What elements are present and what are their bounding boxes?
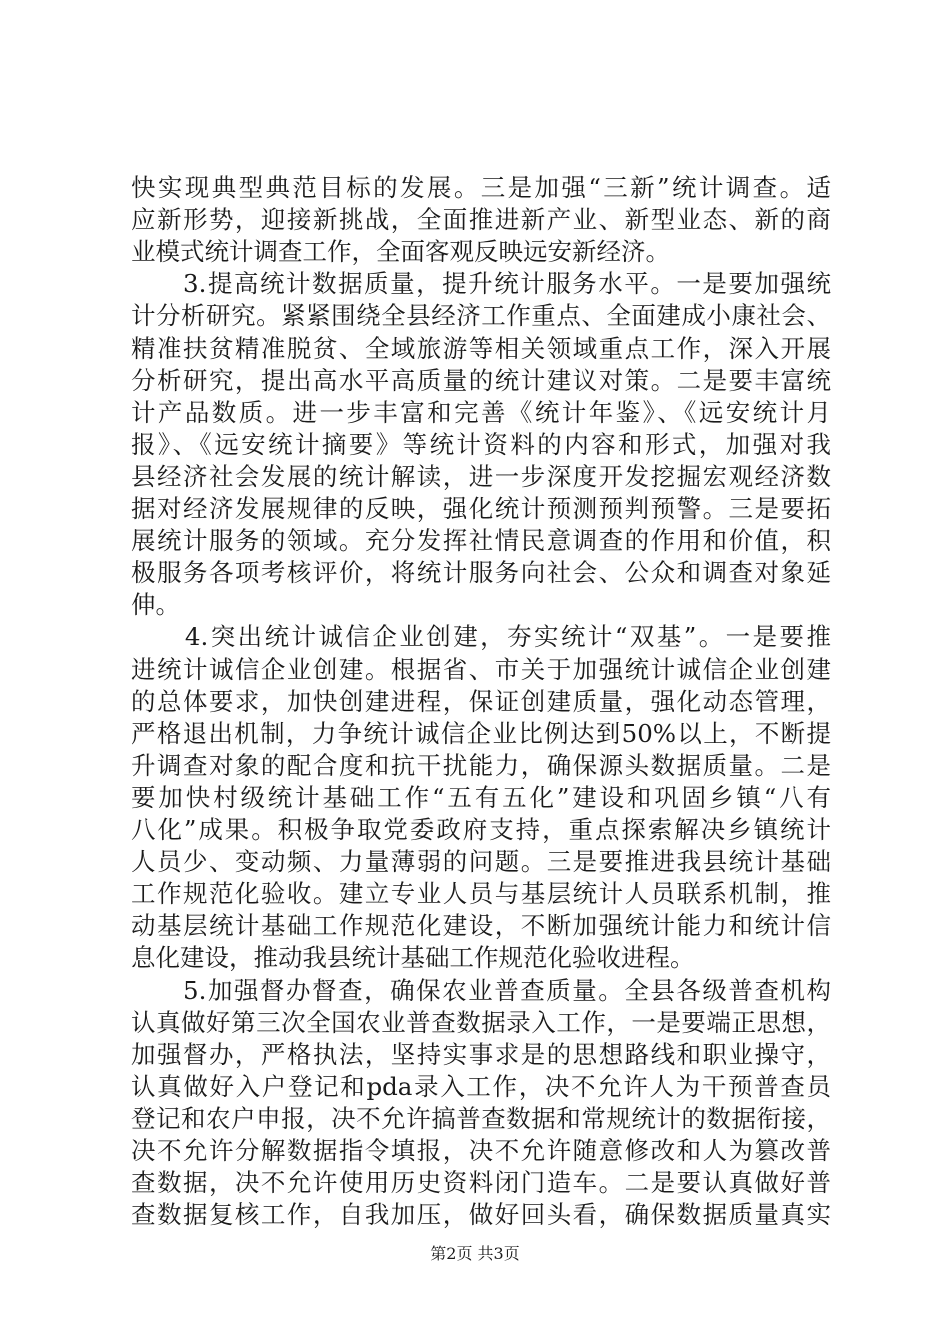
text-line: 计产品数质。进一步丰富和完善《统计年鉴》、《远安统计月 [131,397,831,427]
text-line: 进统计诚信企业创建。根据省、市关于加强统计诚信企业创建 [131,654,831,684]
text-line: 要加快村级统计基础工作“五有五化”建设和巩固乡镇“八有 [131,782,831,812]
text-line: 人员少、变动频、力量薄弱的问题。三是要推进我县统计基础 [131,847,831,877]
text-line: 计分析研究。紧紧围绕全县经济工作重点、全面建成小康社会、 [131,301,831,331]
text-line: 3.提高统计数据质量，提升统计服务水平。一是要加强统 [131,269,831,299]
text-line: 县经济社会发展的统计解读，进一步深度开发挖掘宏观经济数 [131,461,831,491]
page-footer: 第2页 共3页 [430,1244,520,1263]
text-line: 决不允许分解数据指令填报，决不允许随意修改和人为篡改普 [131,1136,831,1165]
text-line: 登记和农户申报，决不允许搞普查数据和常规统计的数据衔接， [131,1103,831,1133]
text-line: 4.突出统计诚信企业创建，夯实统计“双基”。一是要推 [131,622,831,652]
text-line: 分析研究，提出高水平高质量的统计建议对策。二是要丰富统 [131,365,831,395]
text-line: 加强督办，严格执法，坚持实事求是的思想路线和职业操守， [131,1039,831,1069]
text-line: 5.加强督办督查，确保农业普查质量。全县各级普查机构 [131,975,831,1005]
text-line: 息化建设，推动我县统计基础工作规范化验收进程。 [131,943,695,973]
text-line: 报》、《远安统计摘要》等统计资料的内容和形式，加强对我 [131,429,831,459]
text-line: 的总体要求，加快创建进程，保证创建质量，强化动态管理， [131,686,831,716]
text-line: 应新形势，迎接新挑战，全面推进新产业、新型业态、新的商 [131,205,831,235]
text-line: 工作规范化验收。建立专业人员与基层统计人员联系机制，推 [131,879,831,909]
text-line: 严格退出机制，力争统计诚信企业比例达到50%以上，不断提 [131,718,831,748]
text-line: 据对经济发展规律的反映，强化统计预测预判预警。三是要拓 [131,494,831,523]
text-line: 查数据复核工作，自我加压，做好回头看，确保数据质量真实 [131,1200,831,1230]
text-line: 业模式统计调查工作，全面客观反映远安新经济。 [131,237,670,267]
text-line: 伸。 [131,590,180,620]
text-line: 查数据，决不允许使用历史资料闭门造车。二是要认真做好普 [131,1168,831,1198]
text-line: 极服务各项考核评价，将统计服务向社会、公众和调查对象延 [131,558,831,588]
text-line: 精准扶贫精准脱贫、全域旅游等相关领域重点工作，深入开展 [131,333,831,363]
text-line: 认真做好入户登记和pda录入工作，决不允许人为干预普查员 [131,1071,831,1101]
text-line: 快实现典型典范目标的发展。三是加强“三新”统计调查。适 [131,173,831,202]
text-line: 认真做好第三次全国农业普查数据录入工作，一是要端正思想， [131,1007,831,1037]
text-line: 动基层统计基础工作规范化建设，不断加强统计能力和统计信 [131,911,831,941]
text-line: 八化”成果。积极争取党委政府支持，重点探索解决乡镇统计 [131,815,831,844]
text-line: 展统计服务的领域。充分发挥社情民意调查的作用和价值，积 [131,526,831,556]
text-line: 升调查对象的配合度和抗干扰能力，确保源头数据质量。二是 [131,750,831,780]
